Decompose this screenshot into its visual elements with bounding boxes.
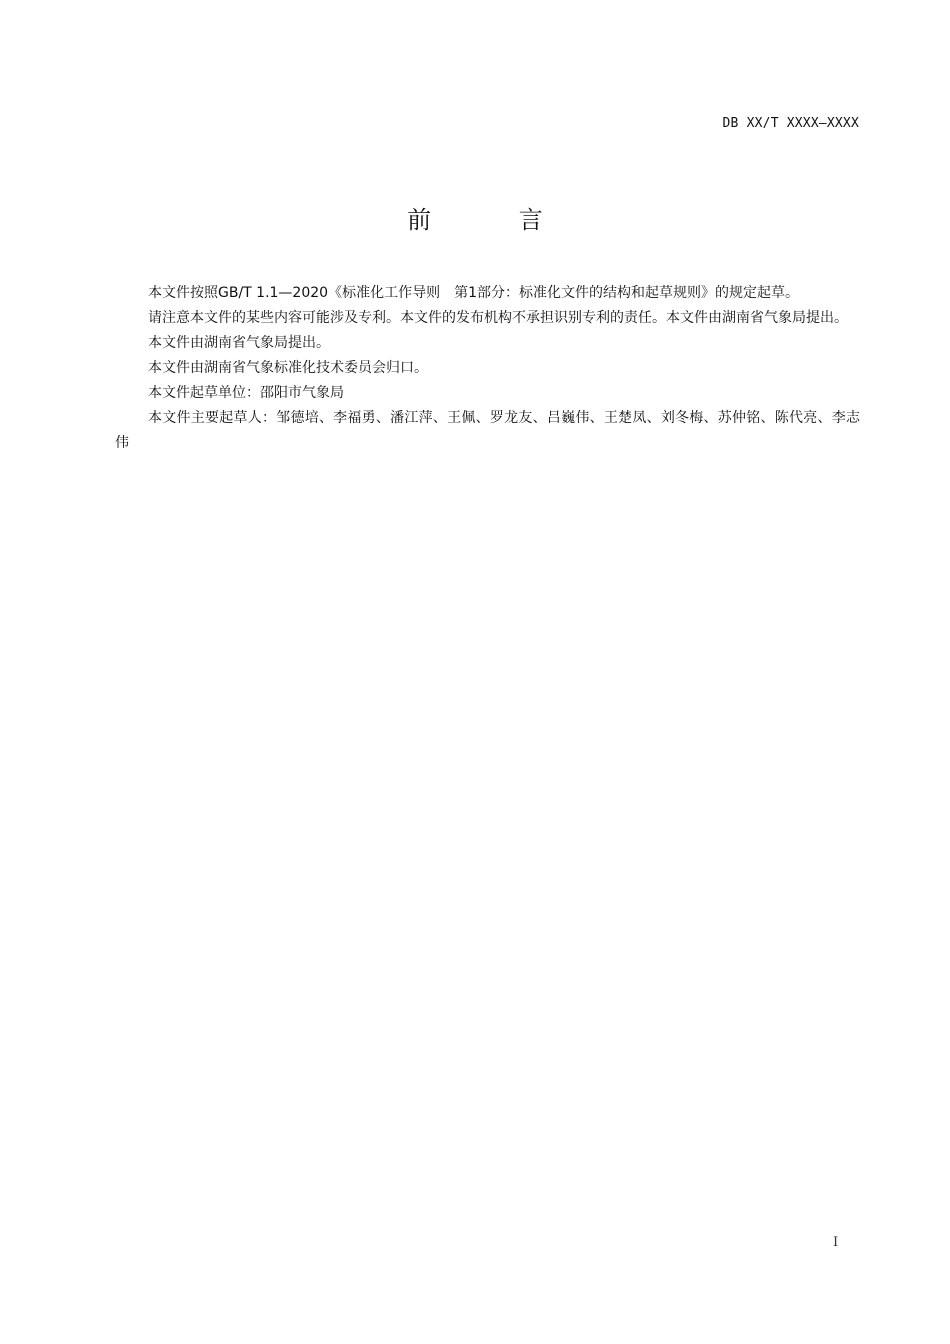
paragraph-drafting-basis: 本文件按照GB/T 1.1—2020《标准化工作导则 第1部分：标准化文件的结构和起草规则》的规定起草。	[148, 285, 799, 301]
paragraph-centralized-by: 本文件由湖南省气象标准化技术委员会归口。	[148, 360, 428, 376]
page-number: I	[833, 1235, 839, 1250]
page-title: 前 言	[407, 206, 583, 234]
paragraph-proposed-by: 本文件由湖南省气象局提出。	[148, 335, 330, 351]
document-code: DB XX/T XXXX—XXXX	[722, 116, 859, 131]
paragraph-main-drafters: 本文件主要起草人：邹德培、李福勇、潘江萍、王佩、罗龙友、吕巍伟、王楚凤、刘冬梅、苏仲铭、陈代亮、李志伟	[115, 410, 860, 451]
paragraph-drafting-unit: 本文件起草单位：邵阳市气象局	[148, 385, 344, 401]
paragraph-patent-notice: 请注意本文件的某些内容可能涉及专利。本文件的发布机构不承担识别专利的责任。本文件由湖南省气象局提出。	[148, 310, 848, 326]
foreword-content	[115, 281, 860, 456]
